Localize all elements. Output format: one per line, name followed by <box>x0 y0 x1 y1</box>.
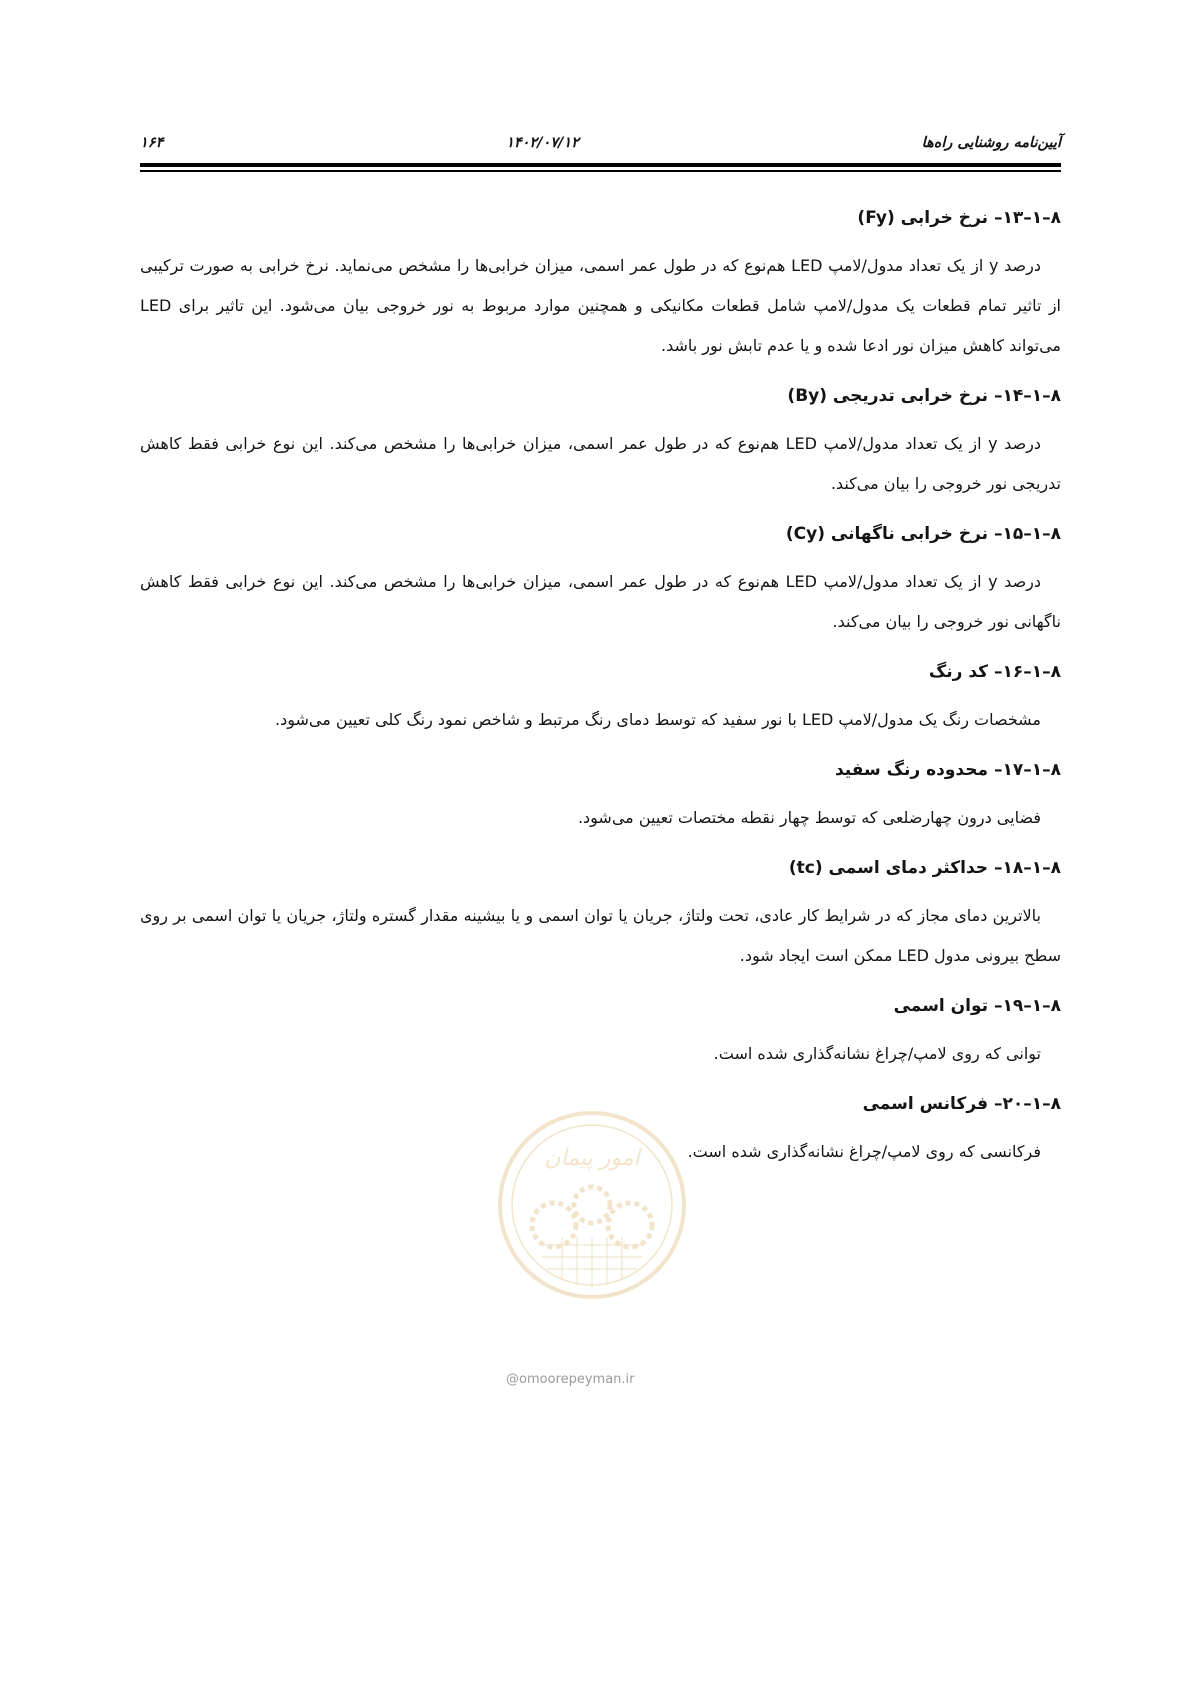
section-cy <box>140 520 1061 642</box>
section-heading: ۸–۱–۱۷– محدوده رنگ سفید <box>834 760 1061 780</box>
section-paragraph: فضایی درون چهارضلعی که توسط چهار نقطه مختصات تعیین می‌شود. <box>577 808 1041 827</box>
watermark-logo <box>492 1105 692 1305</box>
section-heading: ۸–۱–۱۸– حداکثر دمای اسمی (tc) <box>788 858 1061 878</box>
section-max-temp <box>140 854 1061 976</box>
section-color-code <box>140 658 1061 740</box>
section-heading: ۸–۱–۱۹– توان اسمی <box>893 996 1061 1016</box>
header-rule-thick <box>140 163 1061 167</box>
section-paragraph: بالاترین دمای مجاز که در شرایط کار عادی، تحت ولتاژ، جریان یا توان اسمی و یا بیشینه مقدار گستره ولتاژ، جریان یا توان اسمی بر روی سطح بیرونی مدول LED ممکن است ایجاد شود. <box>140 906 1061 965</box>
section-paragraph: درصد y از یک تعداد مدول/لامپ LED هم‌نوع که در طول عمر اسمی، میزان خرابی‌ها را مشخص می‌کند. این نوع خرابی فقط کاهش تدریجی نور خروجی را بیان می‌کند. <box>140 434 1061 493</box>
document-body <box>140 204 1061 1188</box>
section-white-range <box>140 756 1061 838</box>
section-rated-power <box>140 992 1061 1074</box>
header-date: ۱۴۰۲/۰۷/۱۲ <box>506 135 579 151</box>
section-paragraph: درصد y از یک تعداد مدول/لامپ LED هم‌نوع که در طول عمر اسمی، میزان خرابی‌ها را مشخص می‌نماید. نرخ خرابی به صورت ترکیبی از تاثیر تمام قطعات یک مدول/لامپ شامل قطعات مکانیکی و همچنین موارد مربوط به نور خروجی بیان می‌شود. این تاثیر برای LED می‌تواند کاهش میزان نور ادعا شده و یا عدم تابش نور باشد. <box>140 256 1061 355</box>
section-paragraph: فرکانسی که روی لامپ/چراغ نشانه‌گذاری شده است. <box>687 1142 1041 1161</box>
section-heading: ۸–۱–۱۶– کد رنگ <box>928 662 1061 682</box>
section-by <box>140 382 1061 504</box>
header-rule-thin <box>140 170 1061 172</box>
section-heading: ۸–۱–۱۵– نرخ خرابی ناگهانی (Cy) <box>785 524 1061 544</box>
section-paragraph: مشخصات رنگ یک مدول/لامپ LED با نور سفید که توسط دمای رنگ مرتبط و شاخص نمود رنگ کلی تعیین می‌شود. <box>275 710 1041 729</box>
section-heading: ۸–۱–۲۰– فرکانس اسمی <box>862 1094 1061 1114</box>
section-paragraph: درصد y از یک تعداد مدول/لامپ LED هم‌نوع که در طول عمر اسمی، میزان خرابی‌ها را مشخص می‌کند. این نوع خرابی فقط کاهش ناگهانی نور خروجی را بیان می‌کند. <box>140 572 1061 631</box>
page-header <box>140 130 1061 156</box>
section-heading: ۸–۱–۱۳– نرخ خرابی (Fy) <box>857 208 1061 228</box>
section-paragraph: توانی که روی لامپ/چراغ نشانه‌گذاری شده است. <box>713 1044 1041 1063</box>
watermark-site: @omoorepeyman.ir <box>506 1372 635 1387</box>
watermark-logo-text: امور پیمان <box>544 1146 640 1171</box>
section-fy <box>140 204 1061 366</box>
section-heading: ۸–۱–۱۴– نرخ خرابی تدریجی (By) <box>787 386 1061 406</box>
header-title: آیین‌نامه روشنایی راه‌ها <box>921 135 1061 151</box>
page-number: ۱۶۴ <box>140 135 164 151</box>
